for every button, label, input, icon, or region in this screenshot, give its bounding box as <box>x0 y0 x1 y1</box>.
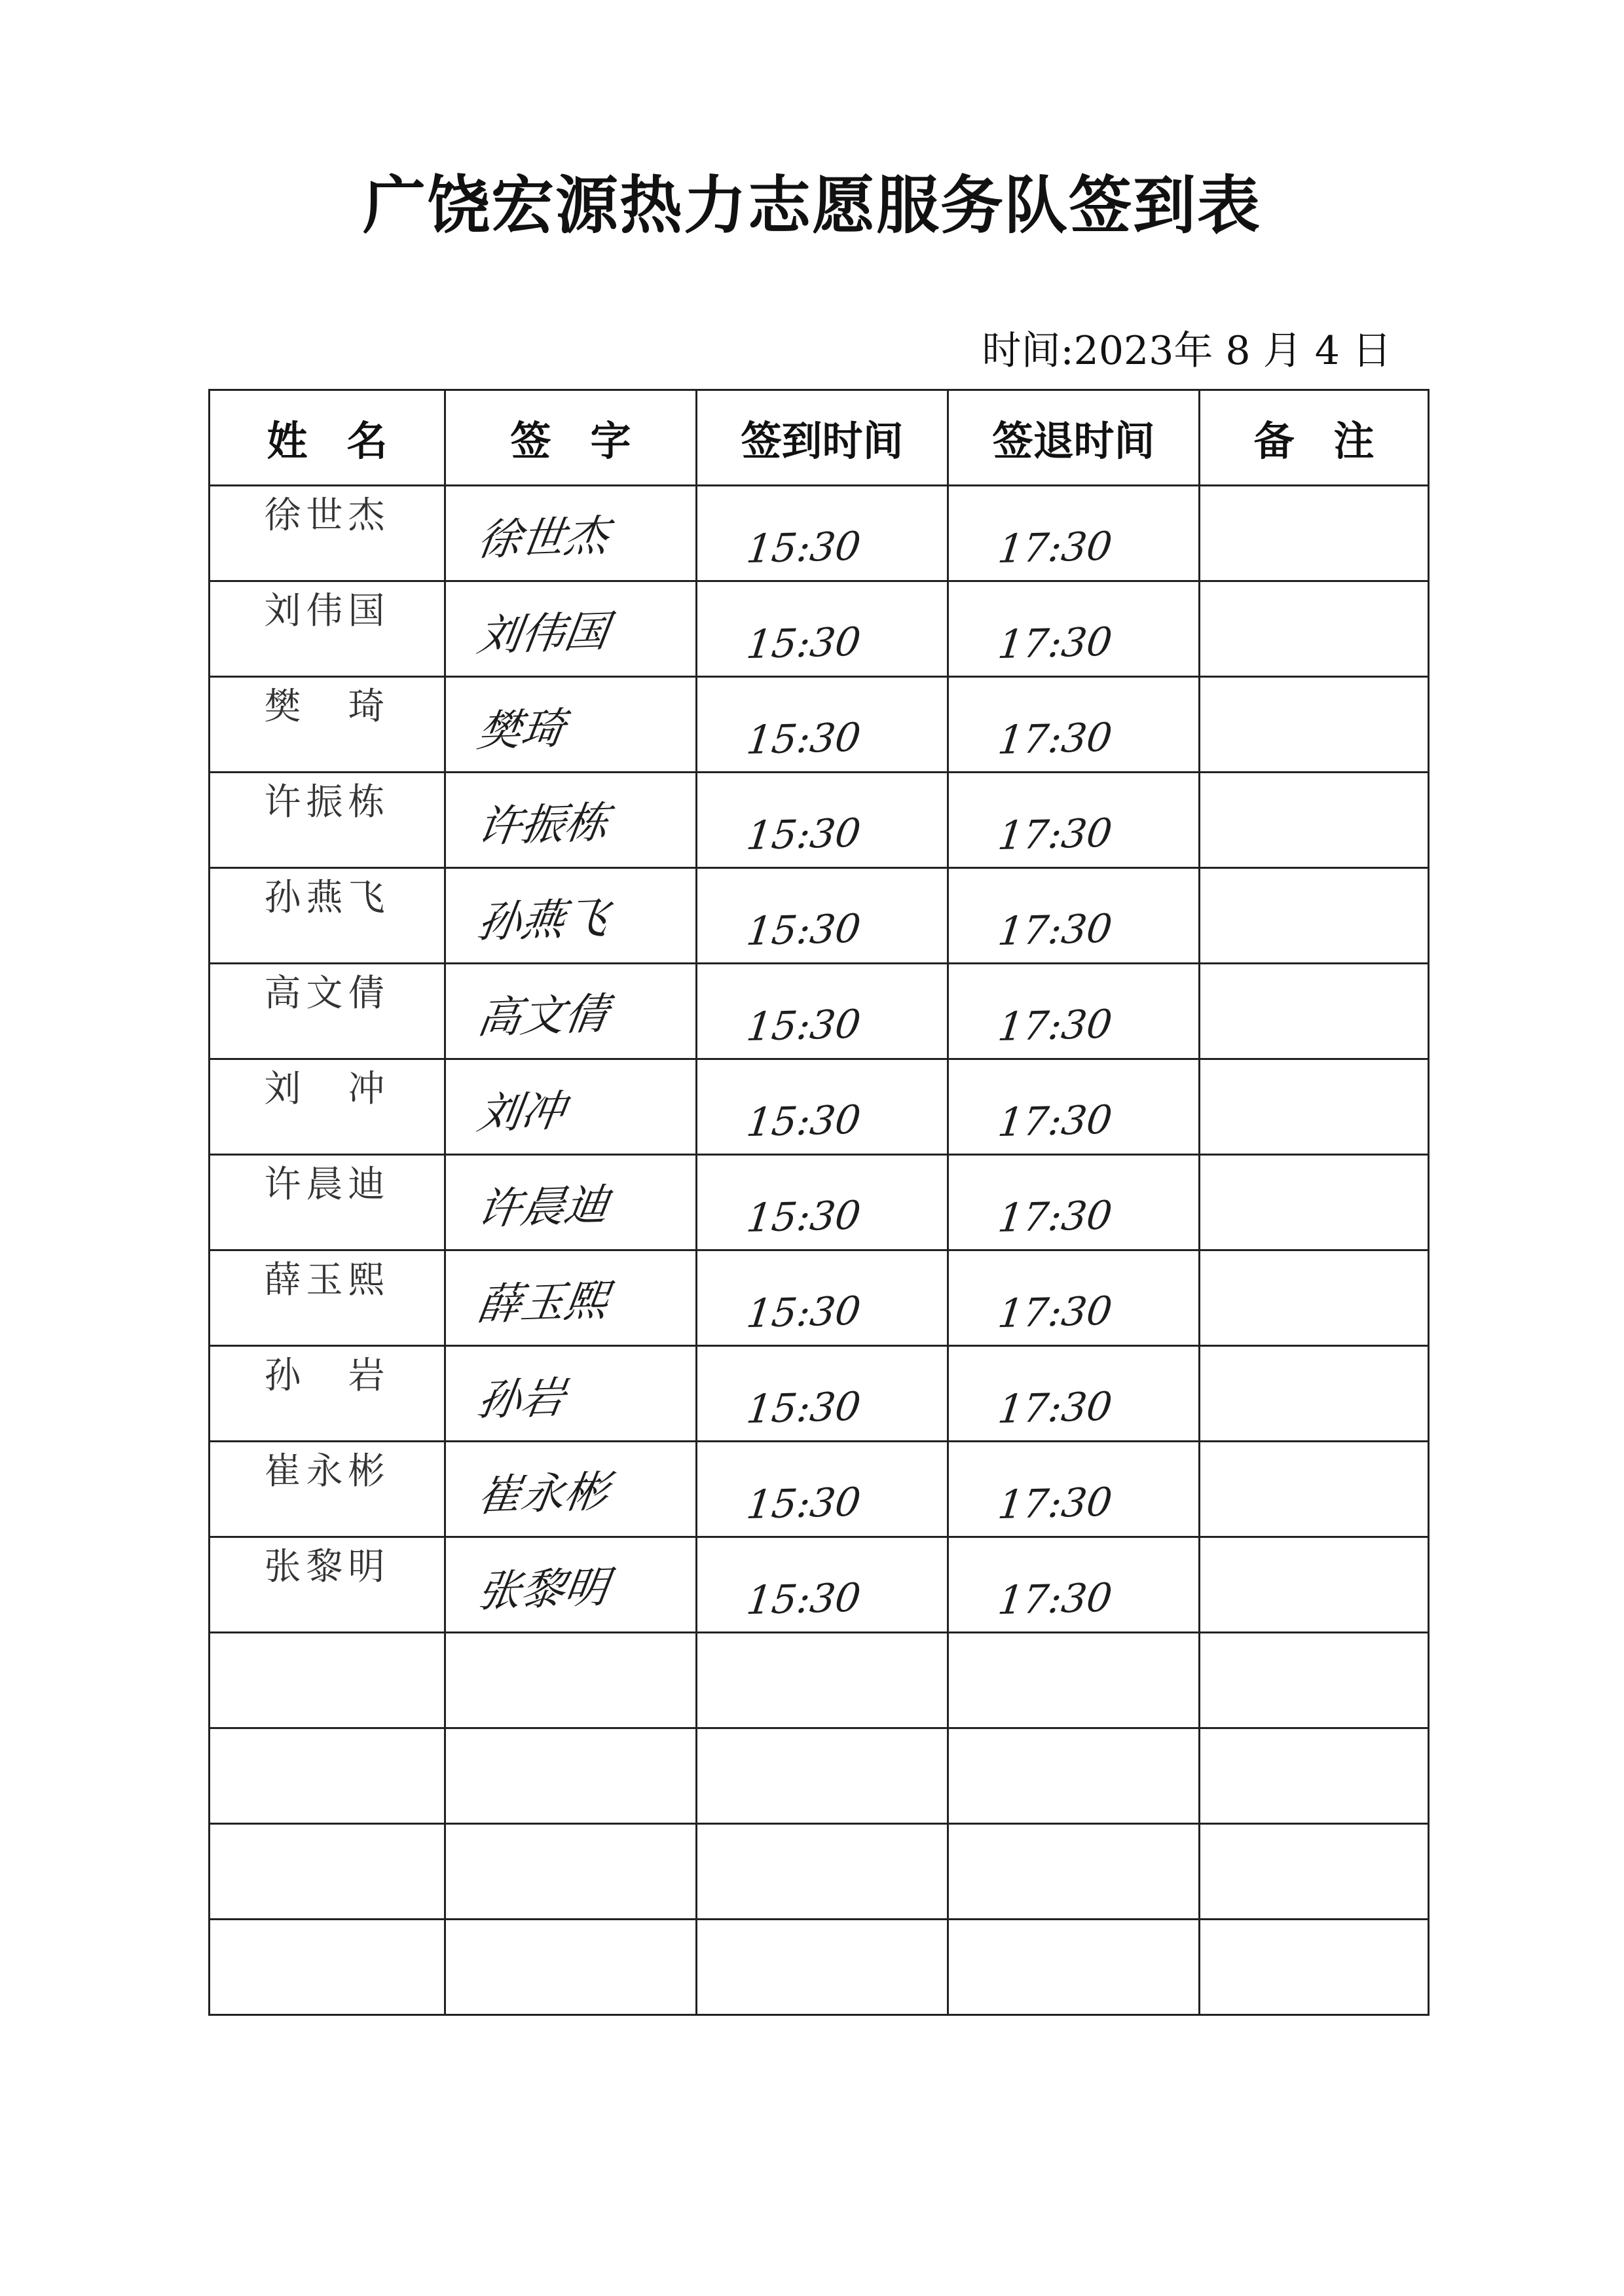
participant-name: 刘伟国 <box>210 581 445 677</box>
sign-in-time: 15:30 <box>744 1001 863 1051</box>
handwritten-signature <box>446 1712 474 1724</box>
sign-in-time: 15:30 <box>744 523 863 573</box>
table-row <box>210 1250 1429 1346</box>
sign-out-time-cell <box>948 486 1200 581</box>
table-row <box>210 1346 1429 1442</box>
sign-out-time-cell <box>948 964 1200 1059</box>
participant-name: 孙燕飞 <box>210 868 445 964</box>
participant-name: 许振栋 <box>210 773 445 868</box>
remarks-cell <box>1200 773 1429 868</box>
sign-out-time-cell <box>948 868 1200 964</box>
sign-out-time-cell <box>948 1059 1200 1155</box>
signature-cell <box>445 1442 697 1537</box>
sign-out-time-cell <box>948 1824 1200 1920</box>
sign-out-time-cell <box>948 1728 1200 1824</box>
sign-out-time: 17:30 <box>995 905 1115 955</box>
sign-in-time-cell <box>697 1824 948 1920</box>
sign-in-time: 15:30 <box>744 1288 863 1338</box>
sign-out-time-cell <box>948 1250 1200 1346</box>
handwritten-signature: 高文倩 <box>474 988 612 1044</box>
sign-out-time-cell <box>948 1442 1200 1537</box>
participant-name: 崔永彬 <box>210 1442 445 1537</box>
handwritten-signature: 许振栋 <box>474 797 612 852</box>
sign-out-time: 17:30 <box>995 1001 1115 1051</box>
sign-out-time: 17:30 <box>995 523 1115 573</box>
participant-name: 张黎明 <box>210 1537 445 1633</box>
handwritten-signature <box>446 1808 474 1820</box>
participant-name <box>210 1728 445 1824</box>
table-row <box>210 773 1429 868</box>
sign-out-time: 17:30 <box>995 1383 1115 1433</box>
sign-out-time: 17:30 <box>995 1479 1115 1529</box>
participant-name: 樊 琦 <box>210 677 445 773</box>
table-row <box>210 581 1429 677</box>
handwritten-signature <box>446 1999 474 2011</box>
handwritten-signature: 薛玉熙 <box>474 1275 612 1330</box>
sign-out-time <box>949 1717 995 1724</box>
sign-in-time-cell <box>697 1155 948 1250</box>
sign-out-time-cell <box>948 1633 1200 1728</box>
participant-name <box>210 1633 445 1728</box>
table-row <box>210 1920 1429 2015</box>
sign-out-time: 17:30 <box>995 1575 1115 1624</box>
remarks-cell <box>1200 677 1429 773</box>
sign-in-time-cell <box>697 1346 948 1442</box>
sign-out-time-cell <box>948 1346 1200 1442</box>
table-row <box>210 677 1429 773</box>
sign-in-time-cell <box>697 486 948 581</box>
table-row <box>210 1059 1429 1155</box>
sign-in-time: 15:30 <box>744 1479 863 1529</box>
remarks-cell <box>1200 1250 1429 1346</box>
header-row <box>210 390 1429 486</box>
signature-cell <box>445 581 697 677</box>
header-sign-out-time: 签退时间 <box>948 390 1200 486</box>
sign-out-time: 17:30 <box>995 1097 1115 1146</box>
sign-in-time-cell <box>697 1442 948 1537</box>
sign-out-time-cell <box>948 581 1200 677</box>
remarks-cell <box>1200 1059 1429 1155</box>
handwritten-signature: 张黎明 <box>474 1561 612 1617</box>
sign-out-time: 17:30 <box>995 619 1115 668</box>
sign-in-time <box>697 1717 744 1724</box>
sign-in-time: 15:30 <box>744 1192 863 1242</box>
signature-cell <box>445 868 697 964</box>
remarks-cell <box>1200 1728 1429 1824</box>
participant-name <box>210 1920 445 2015</box>
sign-in-time-cell <box>697 964 948 1059</box>
signature-cell <box>445 1728 697 1824</box>
signature-cell <box>445 1155 697 1250</box>
table-row <box>210 964 1429 1059</box>
sign-out-time-cell <box>948 677 1200 773</box>
table-row <box>210 1633 1429 1728</box>
remarks-cell <box>1200 486 1429 581</box>
signature-cell <box>445 1537 697 1633</box>
signature-cell <box>445 1250 697 1346</box>
sign-in-time <box>697 2003 744 2011</box>
participant-name: 高文倩 <box>210 964 445 1059</box>
remarks-cell <box>1200 1442 1429 1537</box>
handwritten-signature: 孙燕飞 <box>474 892 612 948</box>
handwritten-signature: 徐世杰 <box>474 510 612 566</box>
sign-in-time: 15:30 <box>744 1383 863 1433</box>
participant-name: 许晨迪 <box>210 1155 445 1250</box>
sign-in-time-cell <box>697 581 948 677</box>
table-body <box>210 486 1429 2015</box>
handwritten-signature: 崔永彬 <box>474 1466 612 1522</box>
table-row <box>210 1155 1429 1250</box>
table-row <box>210 1824 1429 1920</box>
table-row <box>210 1537 1429 1633</box>
participant-name: 徐世杰 <box>210 486 445 581</box>
header-name: 姓名 <box>210 390 445 486</box>
sign-out-time: 17:30 <box>995 1192 1115 1242</box>
sign-out-time <box>949 2003 995 2011</box>
sign-in-time <box>697 1908 744 1916</box>
signature-cell <box>445 486 697 581</box>
date-line: 时间:2023年 8 月 4 日 <box>982 328 1392 374</box>
sign-in-time-cell <box>697 1633 948 1728</box>
handwritten-signature: 刘伟国 <box>474 606 612 661</box>
remarks-cell <box>1200 1155 1429 1250</box>
sign-in-table <box>208 389 1430 2016</box>
handwritten-signature: 刘冲 <box>474 1085 568 1139</box>
handwritten-signature: 许晨迪 <box>474 1179 612 1235</box>
handwritten-signature: 孙岩 <box>474 1372 568 1426</box>
sign-out-time: 17:30 <box>995 810 1115 860</box>
signature-cell <box>445 1824 697 1920</box>
sign-in-time: 15:30 <box>744 905 863 955</box>
signature-cell <box>445 773 697 868</box>
table-row <box>210 1442 1429 1537</box>
signature-cell <box>445 1920 697 2015</box>
sign-in-time: 15:30 <box>744 619 863 668</box>
sign-out-time-cell <box>948 1920 1200 2015</box>
table-row <box>210 868 1429 964</box>
sign-in-time-cell <box>697 1920 948 2015</box>
signature-cell <box>445 1059 697 1155</box>
remarks-cell <box>1200 964 1429 1059</box>
participant-name: 刘 冲 <box>210 1059 445 1155</box>
sign-in-time-cell <box>697 1250 948 1346</box>
sign-out-time-cell <box>948 773 1200 868</box>
header-signature: 签字 <box>445 390 697 486</box>
sign-in-time-cell <box>697 1537 948 1633</box>
header-remarks: 备注 <box>1200 390 1429 486</box>
sign-in-time: 15:30 <box>744 1575 863 1624</box>
remarks-cell <box>1200 1537 1429 1633</box>
remarks-cell <box>1200 1920 1429 2015</box>
participant-name <box>210 1824 445 1920</box>
sign-out-time-cell <box>948 1537 1200 1633</box>
remarks-cell <box>1200 1346 1429 1442</box>
sign-in-time-cell <box>697 773 948 868</box>
remarks-cell <box>1200 1633 1429 1728</box>
remarks-cell <box>1200 868 1429 964</box>
sign-out-time: 17:30 <box>995 1288 1115 1338</box>
page-title: 广饶宏源热力志愿服务队签到表 <box>363 169 1261 242</box>
signature-cell <box>445 1633 697 1728</box>
sign-in-time-cell <box>697 677 948 773</box>
handwritten-signature: 樊琦 <box>474 703 568 757</box>
table-row <box>210 1728 1429 1824</box>
table-row <box>210 486 1429 581</box>
signature-cell <box>445 1346 697 1442</box>
participant-name: 孙 岩 <box>210 1346 445 1442</box>
sign-in-time: 15:30 <box>744 810 863 860</box>
sign-in-time-cell <box>697 868 948 964</box>
signature-cell <box>445 964 697 1059</box>
sign-in-time-cell <box>697 1728 948 1824</box>
sign-in-time: 15:30 <box>744 1097 863 1146</box>
sign-in-time-cell <box>697 1059 948 1155</box>
sign-out-time <box>949 1812 995 1820</box>
remarks-cell <box>1200 1824 1429 1920</box>
sign-out-time: 17:30 <box>995 714 1115 764</box>
sign-out-time-cell <box>948 1155 1200 1250</box>
sign-in-time: 15:30 <box>744 714 863 764</box>
handwritten-signature <box>446 1903 474 1916</box>
header-sign-in-time: 签到时间 <box>697 390 948 486</box>
participant-name: 薛玉熙 <box>210 1250 445 1346</box>
sign-out-time <box>949 1908 995 1916</box>
remarks-cell <box>1200 581 1429 677</box>
signature-cell <box>445 677 697 773</box>
sign-in-time <box>697 1812 744 1820</box>
